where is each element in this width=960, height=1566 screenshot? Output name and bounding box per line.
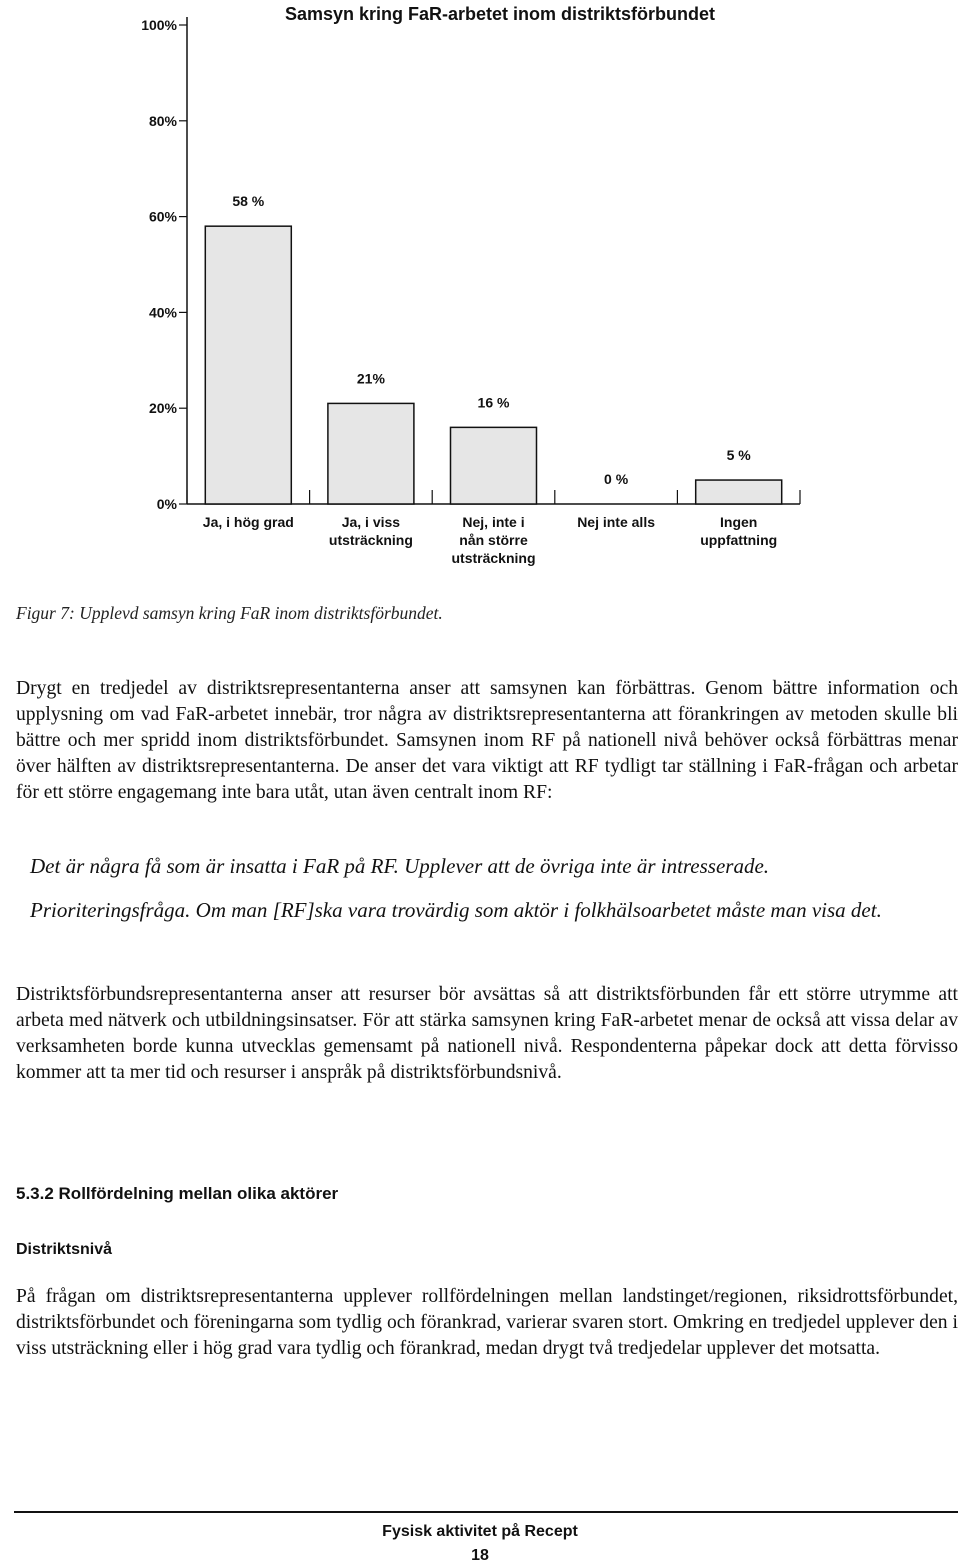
x-category-label: utsträckning: [328, 532, 413, 548]
x-category-label: uppfattning: [700, 532, 778, 548]
bar: [328, 403, 414, 504]
paragraph-resurser: Distriktsförbundsrepresentanterna anser att resurser bör avsättas så att distriktsförbunden får ett större utrymme att arbeta med nätverk och utbildningsinsatser. För att stärka samsynen kring FaR-arbetet menar de också att vissa delar av verksamheten borde kunna utvecklas gemensamt på nationell nivå. Respondenterna påpekar dock att detta förvisso kommer att ta mer tid och resurser i anspråk på distriktsförbundsnivå.: [16, 984, 958, 1083]
paragraph-samsyn: Drygt en tredjedel av distriktsrepresentanterna anser att samsynen kan förbättras. Genom bättre information och upplysning om vad FaR-arbetet innebär, tror några av distriktsrepresentanterna att förankringen av metoden skulle bli bättre och mer spridd inom distriktsförbundet. Samsynen inom RF på nationell nivå behöver också förbättras menar över hälften av distriktsrepresentanterna. De anser det vara viktigt att RF tydligt tar ställning i FaR-frågan och arbetar för ett större engagemang inte bara utåt, utan även centralt inom RF:: [16, 678, 958, 803]
x-category-label: Ja, i viss: [341, 514, 401, 530]
y-tick-label: 0%: [156, 496, 177, 512]
y-tick-label: 20%: [148, 400, 177, 417]
bar-value-label: 0 %: [604, 471, 629, 487]
section-heading: 5.3.2 Rollfördelning mellan olika aktörer: [16, 1184, 339, 1203]
chart-bars: [205, 226, 781, 504]
y-tick-label: 40%: [148, 304, 177, 321]
y-tick-label: 60%: [148, 208, 177, 225]
quote-insatta: Det är några få som är insatta i FaR på RF. Upplever att de övriga inte är intresserade.: [30, 854, 770, 878]
chart-title: Samsyn kring FaR-arbetet inom distriktsförbundet: [284, 4, 716, 24]
subheading-distriktsniva: Distriktsnivå: [16, 1241, 113, 1258]
x-category-label: utsträckning: [451, 550, 536, 566]
figure-caption: Figur 7: Upplevd samsyn kring FaR inom distriktsförbundet.: [16, 603, 443, 623]
bar-value-label: 5 %: [726, 447, 751, 464]
footer-rule: [14, 1511, 958, 1513]
x-category-label: Ja, i hög grad: [202, 514, 294, 530]
y-tick-label: 80%: [148, 112, 177, 129]
quote-prioriteringsfraga: Prioriteringsfråga. Om man [RF]ska vara trovärdig som aktör i folkhälsoarbetet måste man visa det.: [30, 898, 882, 922]
bar: [451, 427, 537, 504]
y-axis-ticks: [141, 17, 187, 512]
x-category-label: Ingen: [720, 514, 758, 530]
x-category-label: Nej, inte i: [462, 514, 525, 530]
x-category-label: nån större: [459, 532, 528, 548]
page-number: 18: [471, 1547, 489, 1564]
bar-value-label: 21%: [356, 370, 385, 387]
paragraph-rollfordelning: På frågan om distriktsrepresentanterna upplever rollfördelningen mellan landstinget/regionen, riksidrottsförbundet, distriktsförbundet och föreningarna som tydlig och förankrad, varierar svaren stort. Omkring en tredjedel upplever den i viss utsträckning eller i hög grad vara tydlig och förankrad, medan drygt två tredjedelar upplever det motsatta.: [16, 1286, 958, 1359]
bar-value-label: 58 %: [232, 193, 265, 210]
bar: [696, 480, 782, 504]
bar-chart: [0, 0, 960, 580]
x-category-label: Nej inte alls: [577, 514, 656, 530]
y-tick-label: 100%: [141, 17, 177, 33]
bar-value-label: 16 %: [477, 394, 510, 411]
footer-title: Fysisk aktivitet på Recept: [382, 1523, 578, 1540]
bar: [205, 226, 291, 504]
